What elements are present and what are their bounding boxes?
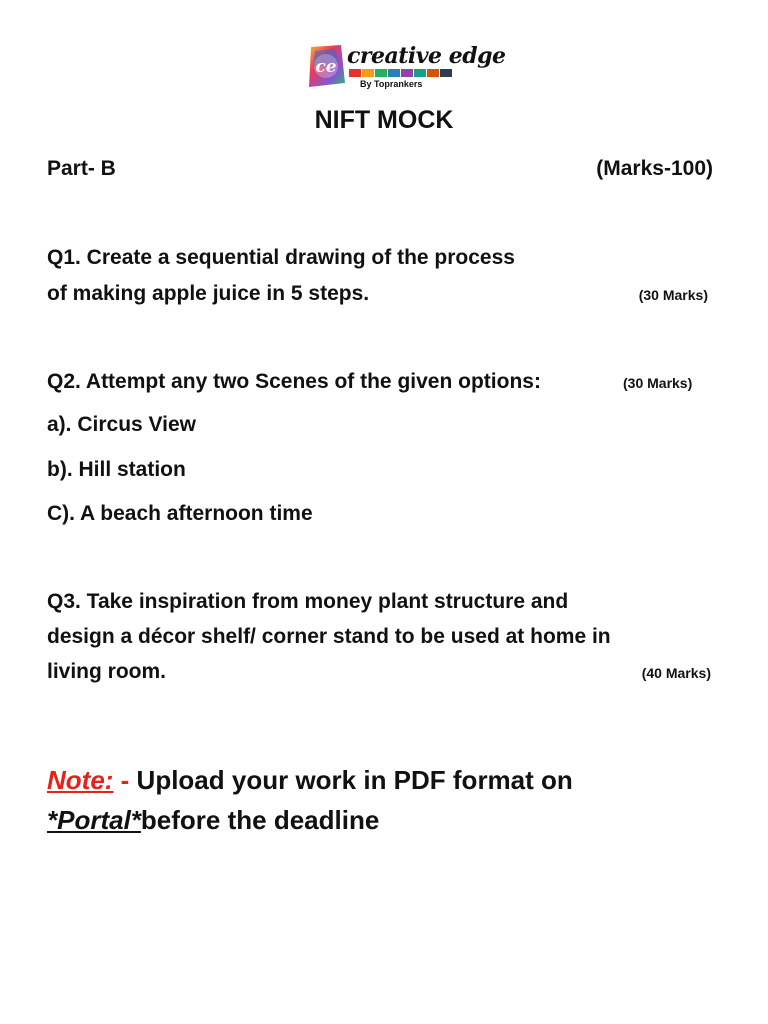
logo-color-tag <box>349 69 361 77</box>
page-title: NIFT MOCK <box>314 106 454 134</box>
logo-badge-text: ce <box>315 57 337 77</box>
q3-line-2: design a décor shelf/ corner stand to be used at home in <box>47 625 611 648</box>
logo-badge-icon <box>305 43 347 89</box>
logo-color-tag <box>375 69 387 77</box>
q2-option-a: a). Circus View <box>47 413 197 436</box>
q3-marks: (40 Marks) <box>641 665 711 681</box>
logo-color-tag <box>388 69 400 77</box>
q1-line-2: of making apple juice in 5 steps. <box>47 282 370 305</box>
note-label: Note: <box>47 765 114 795</box>
note-line-2 <box>47 805 379 836</box>
logo-color-tag <box>362 69 374 77</box>
logo-color-tag <box>440 69 452 77</box>
q3-line-3: living room. <box>47 660 167 683</box>
q3-line-1: Q3. Take inspiration from money plant structure and <box>47 590 569 613</box>
part-marks: (Marks-100) <box>596 157 713 180</box>
logo-title: creative edge <box>347 43 506 69</box>
q2-marks: (30 Marks) <box>623 375 693 391</box>
logo-color-tag <box>427 69 439 77</box>
note-text-1: Upload your work in PDF format on <box>136 765 573 795</box>
note-dash: - <box>113 765 137 795</box>
q2-option-b: b). Hill station <box>47 458 186 481</box>
note-text-2: before the deadline <box>140 805 380 835</box>
logo-subtitle: By Toprankers <box>360 79 423 89</box>
part-label: Part- B <box>47 157 116 180</box>
q2-text: Q2. Attempt any two Scenes of the given options: <box>47 370 541 393</box>
logo-tags <box>349 69 452 77</box>
logo-color-tag <box>401 69 413 77</box>
note-line-1 <box>47 765 573 796</box>
portal-link[interactable]: *Portal* <box>47 805 141 835</box>
q2-option-c: C). A beach afternoon time <box>47 502 313 525</box>
q1-marks: (30 Marks) <box>638 287 708 303</box>
q1-line-1: Q1. Create a sequential drawing of the process <box>47 246 515 269</box>
creative-edge-logo <box>305 43 506 91</box>
logo-color-tag <box>414 69 426 77</box>
